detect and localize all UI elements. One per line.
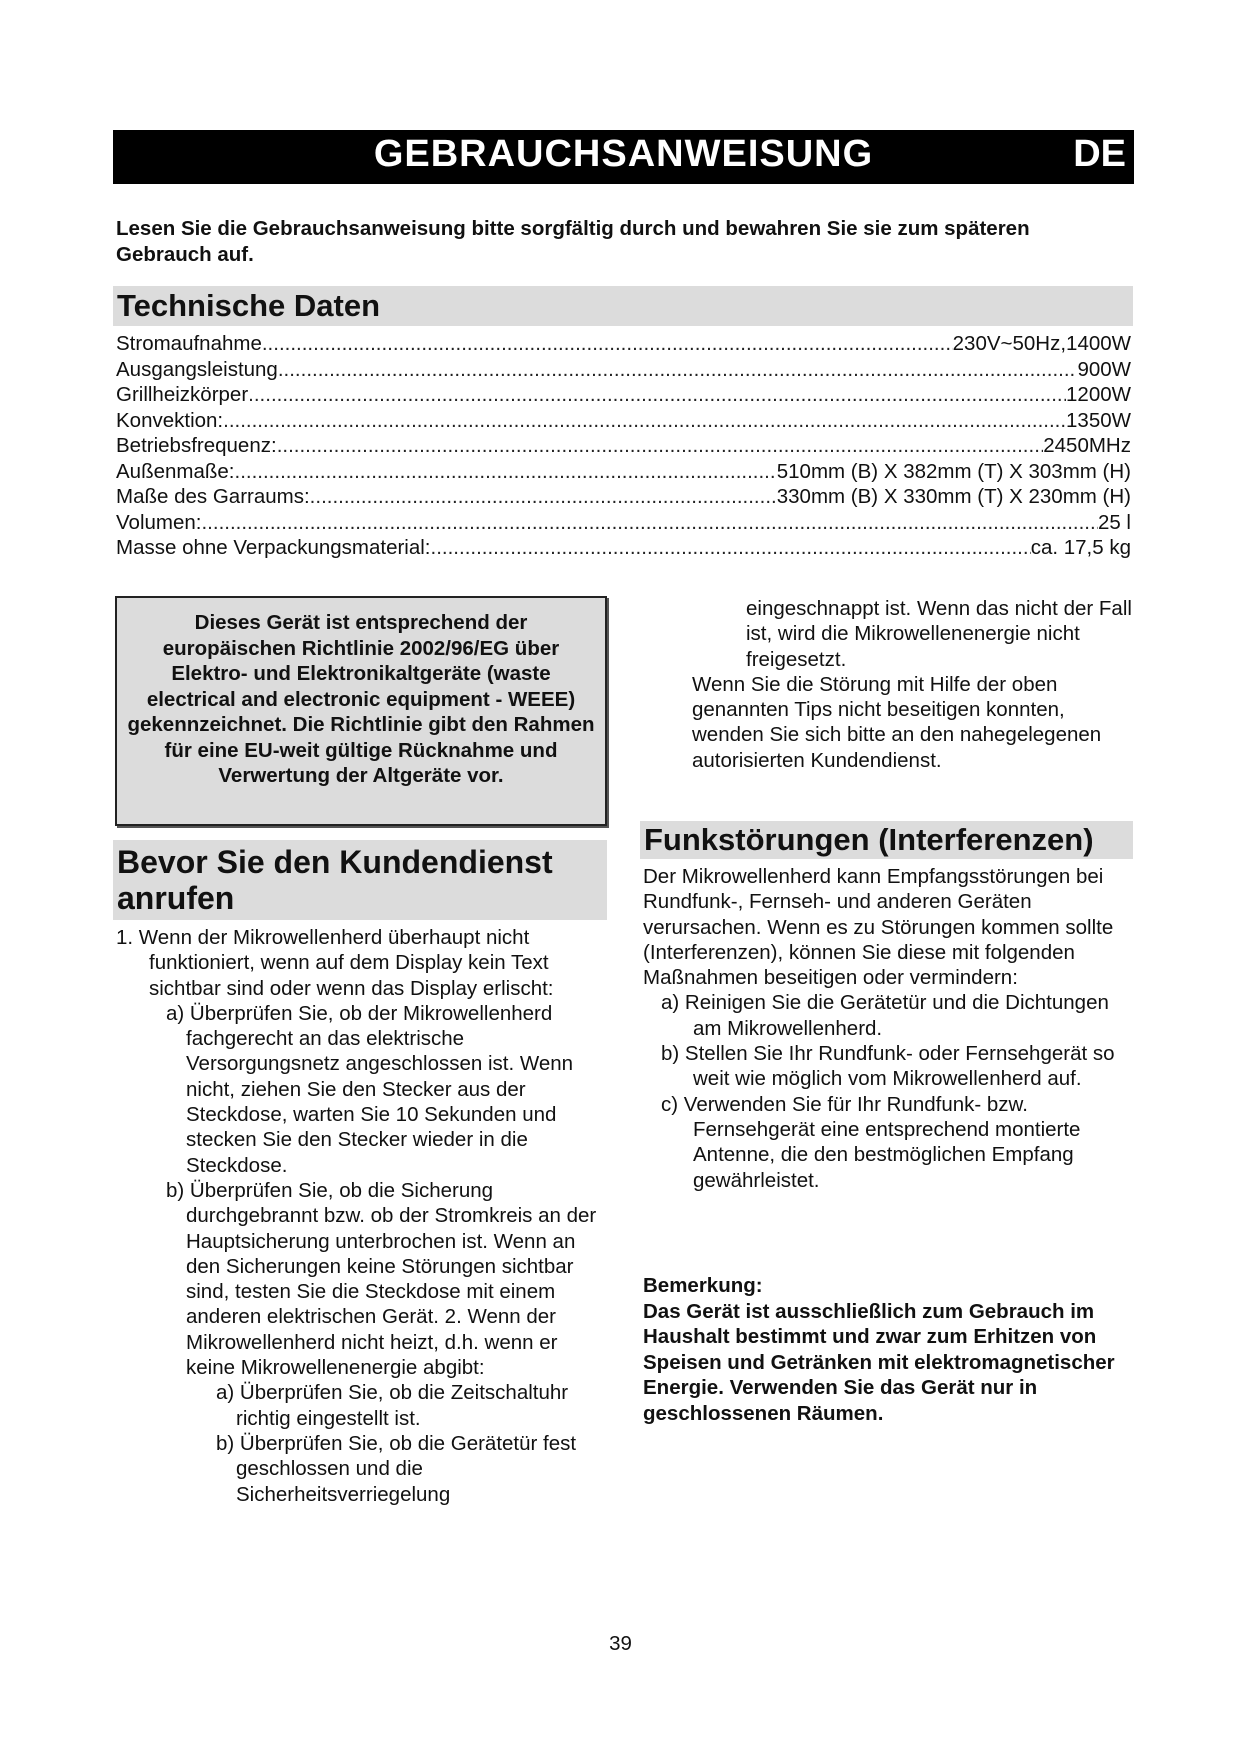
spec-value: 900W (1077, 357, 1131, 381)
spec-value: 2450MHz (1043, 434, 1131, 457)
spec-value: 510mm (B) X 382mm (T) X 303mm (H) (776, 459, 1131, 483)
spec-row (116, 383, 1131, 409)
list-item: b) Überprüfen Sie, ob die Sicherung durchgebrannt bzw. ob der Stromkreis an der Hauptsicherung unterbrochen ist. Wenn an den Sicherungen keine Störungen sichtbar sind, testen Sie die Steckdose mit einem anderen elektrischen Gerät. 2. Wenn der Mikrowellenherd nicht heizt, d.h. wenn er keine Mikrowellenenergie abgibt: (166, 1178, 597, 1380)
list-item: a) Reinigen Sie die Gerätetür und die Dichtungen am Mikrowellenherd. (661, 991, 1109, 1040)
spec-value: 1350W (1066, 408, 1131, 432)
intro-text: Lesen Sie die Gebrauchsanweisung bitte sorgfältig durch und bewahren Sie sie zum späteren Gebrauch auf. (116, 217, 1030, 266)
spec-label: Konvektion: (116, 408, 224, 432)
spec-row (116, 358, 1131, 384)
spec-row (116, 434, 1131, 460)
spec-row (116, 332, 1131, 358)
list-item: 1. Wenn der Mikrowellenherd überhaupt nicht funktioniert, wenn auf dem Display kein Text sichtbar sind oder wenn das Display erlischt: (116, 926, 554, 1000)
spec-label: Masse ohne Verpackungsmaterial: (116, 536, 431, 559)
spec-row (116, 409, 1131, 435)
kundendienst-final-text: Wenn Sie die Störung mit Hilfe der oben genannten Tips nicht beseitigen konnten, wenden Sie sich bitte an den nahegelegenen autorisierten Kundendienst. (692, 672, 1102, 772)
spec-value: 1200W (1066, 383, 1131, 406)
kundendienst-continued (644, 596, 1134, 773)
spec-label: Stromaufnahme (116, 332, 262, 355)
list-item: a) Überprüfen Sie, ob der Mikrowellenherd fachgerecht an das elektrische Versorgungsnetz angeschlossen ist. Wenn nicht, ziehen Sie den Stecker aus der Steckdose, warten Sie 10 Sekunden und stecken Sie den Stecker wieder in die Steckdose. (166, 1001, 574, 1177)
page-number: 39 (609, 1632, 632, 1655)
spec-label: Volumen: (116, 510, 202, 534)
spec-label: Grillheizkörper (116, 383, 249, 406)
funkstoerungen-heading: Funkstörungen (Interferenzen) (640, 821, 1133, 859)
header-bar (113, 130, 1134, 184)
spec-list (116, 332, 1131, 562)
language-code: DE (1073, 133, 1126, 175)
note-text: Das Gerät ist ausschließlich zum Gebrauch im Haushalt bestimmt und zwar zum Erhitzen von Speisen und Getränken mit elektromagnetischer Energie. Verwenden Sie das Gerät nur in geschlossenen Räumen. (643, 1299, 1115, 1425)
spec-label: Ausgangsleistung (116, 357, 278, 381)
technische-daten-heading: Technische Daten (113, 286, 1133, 326)
spec-row (116, 485, 1131, 511)
spec-value: 25 l (1097, 510, 1131, 534)
spec-value: ca. 17,5 kg (1030, 536, 1131, 559)
spec-row (116, 536, 1131, 562)
weee-notice-text: Dieses Gerät ist entsprechend der europäischen Richtlinie 2002/96/EG über Elektro- und Elektronikaltgeräte (waste electrical and electronic equipment - WEEE) gekennzeichnet. Die Richtlinie gibt den Rahmen für eine EU-weit gültige Rücknahme und Verwertung der Altgeräte vor. (127, 611, 595, 787)
spec-row (116, 511, 1131, 537)
list-item: b) Überprüfen Sie, ob die Gerätetür fest geschlossen und die Sicherheitsverriegelung (216, 1431, 577, 1506)
list-item: c) Verwenden Sie für Ihr Rundfunk- bzw. Fernsehgerät eine entsprechend montierte Antenne, die den bestmöglichen Empfang gewährleistet. (661, 1092, 1081, 1192)
kundendienst-heading: Bevor Sie den Kundendienst anrufen (113, 840, 607, 920)
spec-value: 230V~50Hz,1400W (952, 332, 1131, 355)
funkstoerungen-intro: Der Mikrowellenherd kann Empfangsstörungen bei Rundfunk-, Fernseh- und anderen Geräten verursachen. Wenn es zu Störungen kommen sollte (Interferenzen), können Sie diese mit folgenden Maßnahmen beseitigen oder vermindern: (643, 865, 1114, 990)
list-item-continued: eingeschnappt ist. Wenn das nicht der Fall ist, wird die Mikrowellenenergie nicht freigesetzt. (746, 597, 1132, 671)
list-item: a) Überprüfen Sie, ob die Zeitschaltuhr richtig eingestellt ist. (216, 1381, 569, 1430)
page-title: GEBRAUCHSANWEISUNG (373, 133, 874, 175)
note-block (643, 1273, 1143, 1426)
spec-label: Betriebsfrequenz: (116, 434, 277, 457)
funkstoerungen-body (643, 864, 1133, 1193)
weee-notice-box (115, 596, 607, 826)
spec-value: 330mm (B) X 330mm (T) X 230mm (H) (776, 485, 1131, 508)
note-label: Bemerkung: (643, 1274, 763, 1297)
list-item: b) Stellen Sie Ihr Rundfunk- oder Fernsehgerät so weit wie möglich vom Mikrowellenherd auf. (661, 1042, 1115, 1091)
spec-label: Außenmaße: (116, 459, 235, 483)
spec-row (116, 460, 1131, 486)
spec-label: Maße des Garraums: (116, 485, 310, 508)
kundendienst-list (116, 925, 611, 1507)
